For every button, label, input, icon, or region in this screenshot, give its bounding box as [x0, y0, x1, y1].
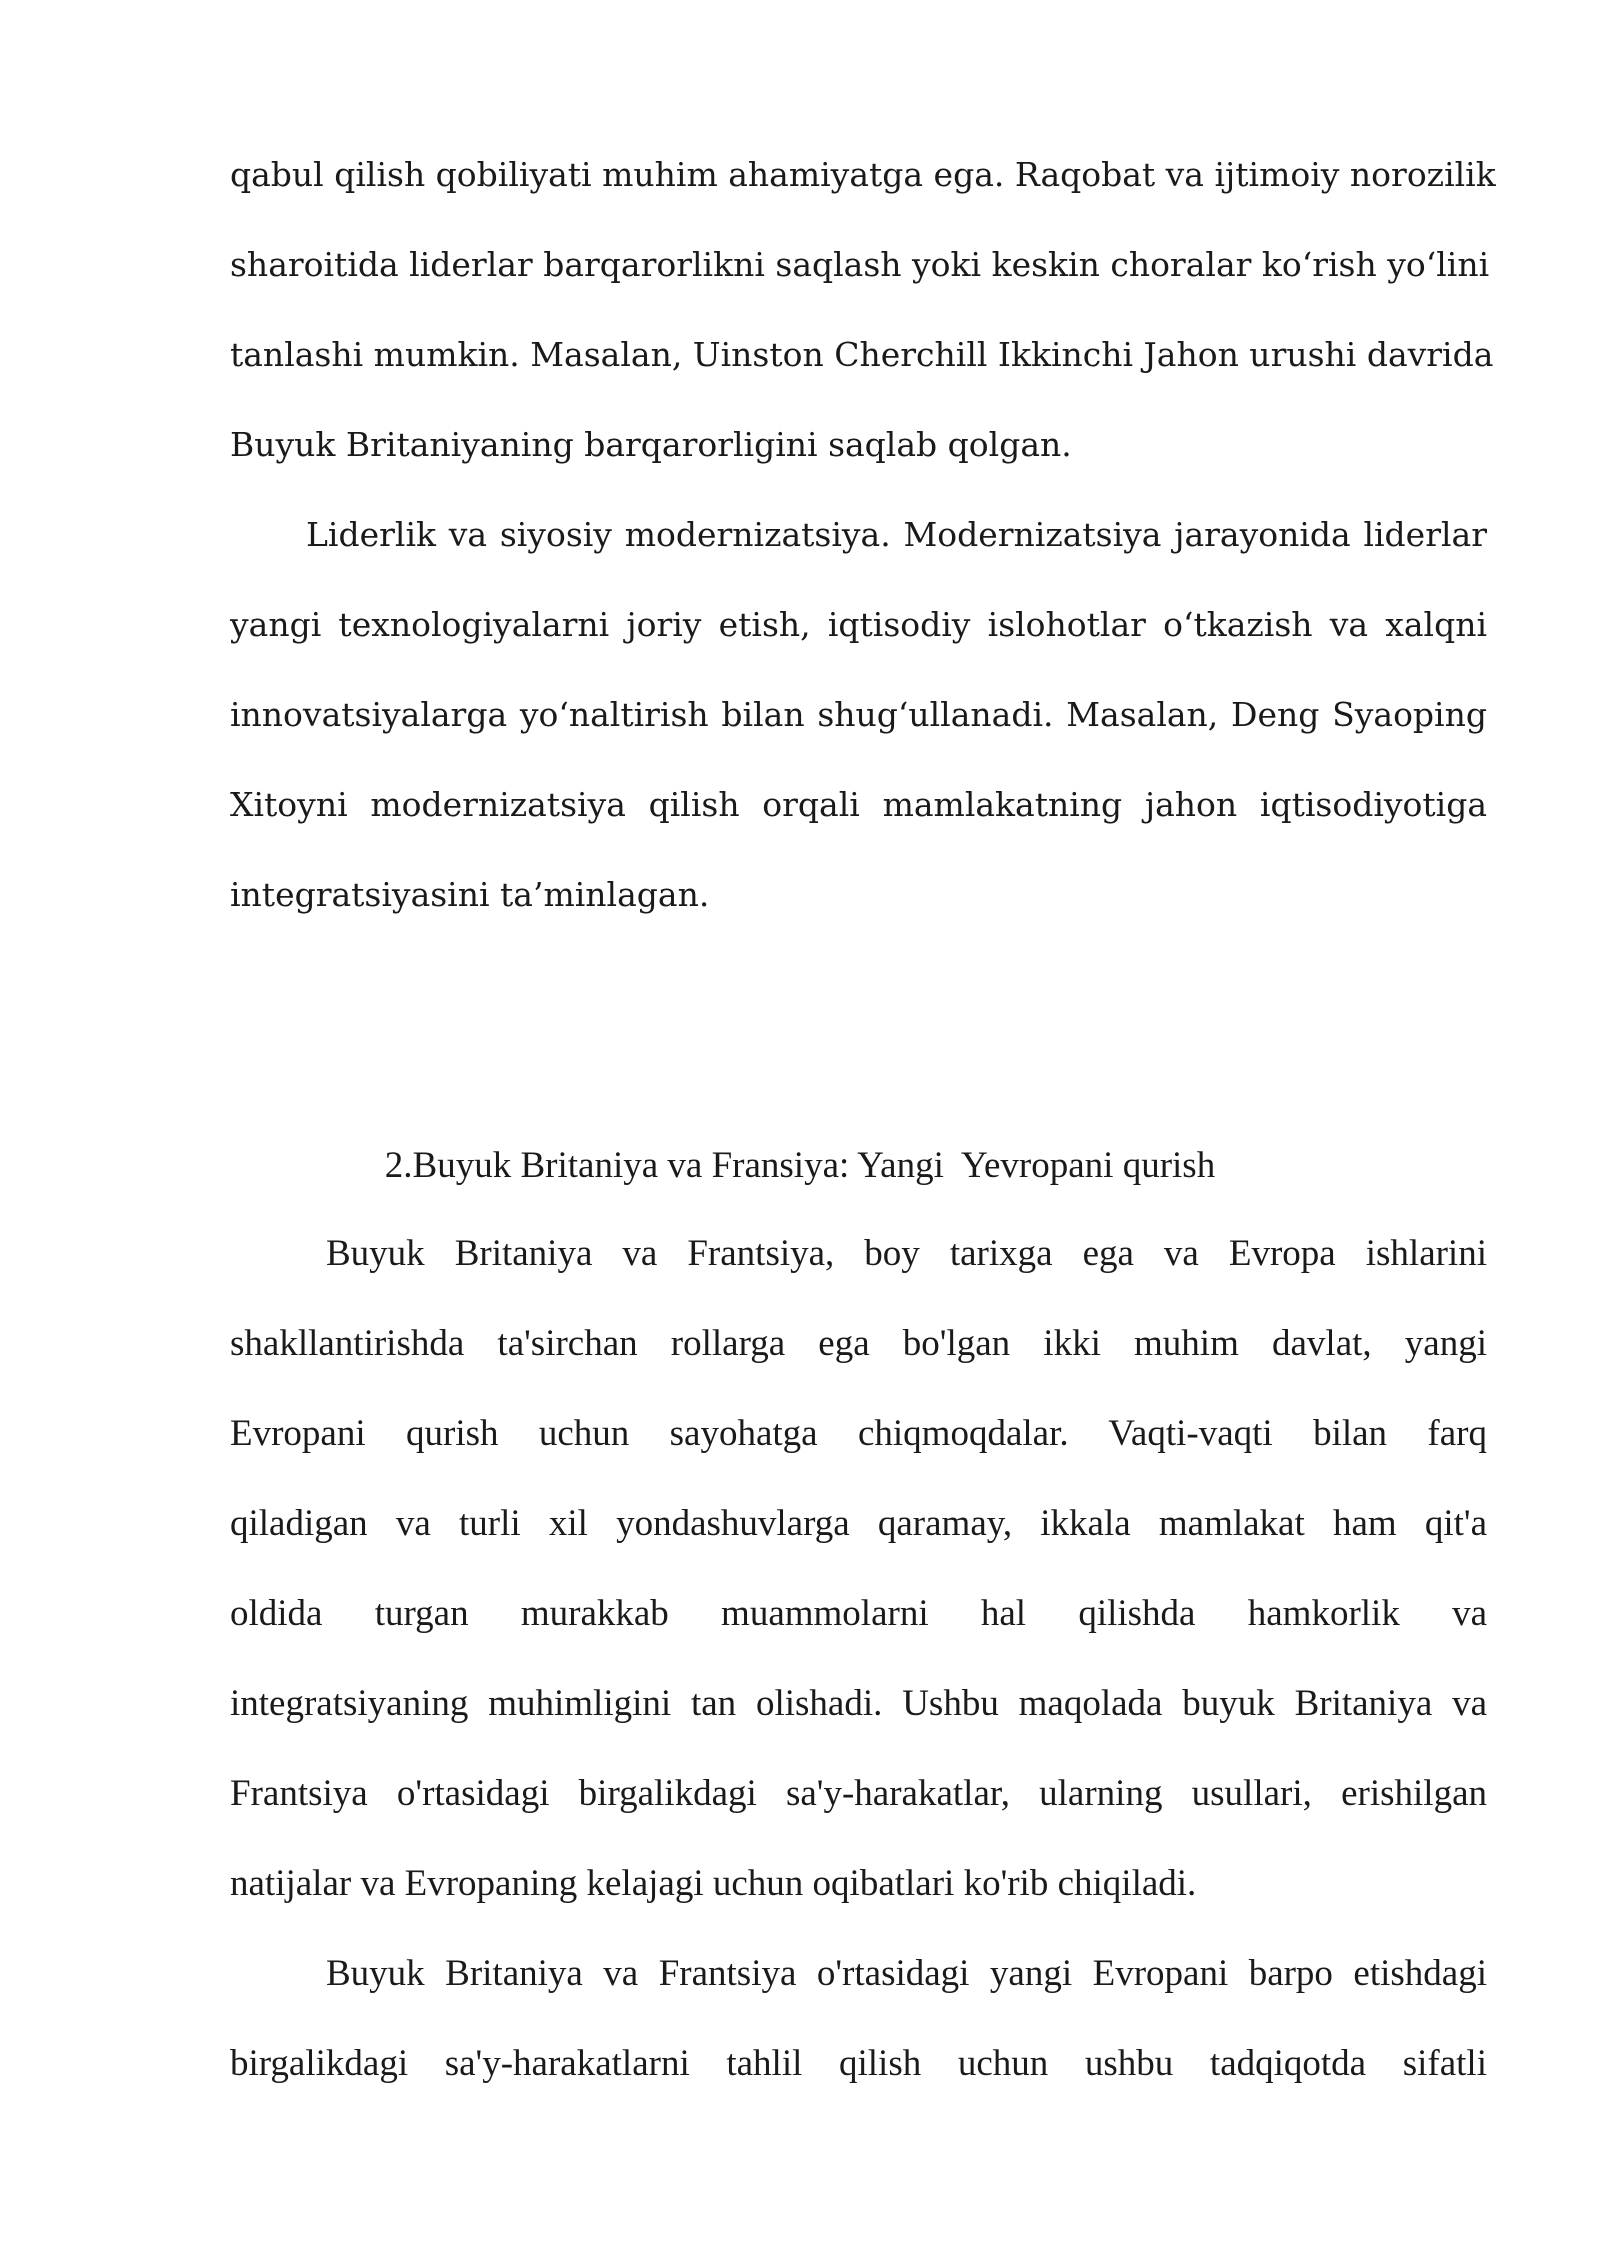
text-line: sharoitida liderlar barqarorlikni saqlash yoki keskin choralar ko‘rish yo‘lini	[230, 245, 1490, 284]
text-line: Frantsiya o'rtasidagi birgalikdagi sa'y-harakatlar, ularning usullari, erishilgan	[230, 1773, 1487, 1814]
text-line: birgalikdagi sa'y-harakatlarni tahlil qilish uchun ushbu tadqiqotda sifatli	[230, 2043, 1487, 2084]
text-line: Buyuk Britaniya va Frantsiya, boy tarixga ega va Evropa ishlarini	[326, 1233, 1487, 1274]
text-line: yangi texnologiyalarni joriy etish, iqtisodiy islohotlar o‘tkazish va xalqni	[230, 605, 1487, 644]
text-line: Evropani qurish uchun sayohatga chiqmoqdalar. Vaqti-vaqti bilan farq	[230, 1413, 1487, 1454]
text-line: Xitoyni modernizatsiya qilish orqali mamlakatning jahon iqtisodiyotiga	[230, 785, 1487, 824]
section-heading: 2.Buyuk Britaniya va Fransiya: Yangi Yevropani qurish	[384, 1145, 1216, 1186]
text-line: Buyuk Britaniyaning barqarorligini saqlab qolgan.	[230, 425, 1072, 464]
text-line: integratsiyasini ta’minlagan.	[230, 875, 710, 914]
text-line: natijalar va Evropaning kelajagi uchun oqibatlari ko'rib chiqiladi.	[230, 1863, 1197, 1904]
text-line: Buyuk Britaniya va Frantsiya o'rtasidagi yangi Evropani barpo etishdagi	[326, 1953, 1487, 1994]
text-line: shakllantirishda ta'sirchan rollarga ega bo'lgan ikki muhim davlat, yangi	[230, 1323, 1487, 1364]
text-line: innovatsiyalarga yo‘naltirish bilan shug‘ullanadi. Masalan, Deng Syaoping	[230, 695, 1487, 734]
text-line: Liderlik va siyosiy modernizatsiya. Modernizatsiya jarayonida liderlar	[306, 515, 1487, 554]
text-line: integratsiyaning muhimligini tan olishadi. Ushbu maqolada buyuk Britaniya va	[230, 1683, 1487, 1724]
text-line: tanlashi mumkin. Masalan, Uinston Cherchill Ikkinchi Jahon urushi davrida	[230, 335, 1494, 374]
text-line: qabul qilish qobiliyati muhim ahamiyatga ega. Raqobat va ijtimoiy norozilik	[230, 155, 1496, 194]
text-line: qiladigan va turli xil yondashuvlarga qaramay, ikkala mamlakat ham qit'a	[230, 1503, 1487, 1544]
text-line: oldida turgan murakkab muammolarni hal qilishda hamkorlik va	[230, 1593, 1487, 1634]
